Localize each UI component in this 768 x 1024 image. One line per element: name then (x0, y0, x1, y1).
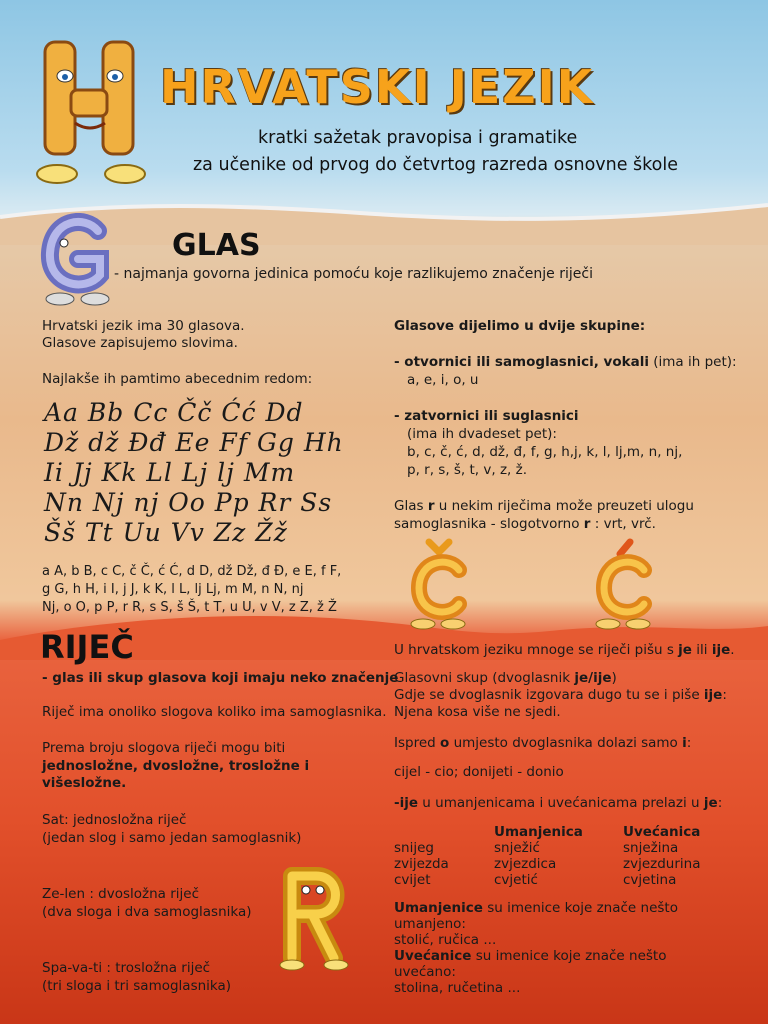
consonants-title: - zatvornici ili suglasnici (394, 408, 579, 424)
slogotvorno-r-line-1 (394, 498, 694, 515)
ispred-o-line (394, 735, 691, 752)
consonants-note: (ima ih dvadeset pet): (407, 426, 557, 442)
text: i (682, 735, 687, 751)
text: o (440, 735, 450, 751)
skupine-intro: Glasove dijelimo u dvije skupine: (394, 318, 646, 334)
text: stolić, ručica ... (394, 932, 497, 948)
script-row: Šš Tt Uu Vv Zz Žž (44, 518, 288, 547)
letter-h-character-icon (35, 38, 150, 188)
text: ) (611, 670, 617, 686)
text: samoglasnika - slogotvorno (394, 516, 584, 532)
example-2-note: (dva sloga i dva samoglasnika) (42, 904, 252, 920)
vowels-title: - otvornici ili samoglasnici, vokali (394, 354, 649, 370)
example-1-note: (jedan slog i samo jedan samoglasnik) (42, 830, 302, 846)
vowels-list: a, e, i, o, u (407, 372, 479, 388)
text: su imenice koje znače nešto (471, 948, 667, 964)
ije-prelazi-line (394, 795, 722, 812)
text: Glasovni skup (dvoglasnik (394, 670, 575, 686)
print-row: Nj, o O, p P, r R, s S, š Š, t T, u U, v V, z Z, ž Ž (42, 600, 337, 615)
text (394, 948, 678, 964)
table-cell: snijeg (394, 840, 434, 856)
text: : (717, 795, 723, 811)
text: je (678, 642, 692, 658)
text: u nekim riječima može preuzeti ulogu (434, 498, 694, 514)
text: . (730, 642, 735, 658)
glas-heading: GLAS (172, 228, 261, 263)
text: je/ije (574, 670, 612, 686)
text: ili (691, 642, 712, 658)
text: umanjeno: (394, 916, 466, 932)
text (394, 900, 678, 916)
text: -ije (394, 795, 419, 811)
script-row: Aa Bb Cc Čč Ćć Dd (44, 398, 304, 427)
text: uvećano: (394, 964, 456, 980)
vowels-line (394, 354, 737, 371)
text: stolina, ručetina ... (394, 980, 521, 996)
letter-r-character-icon (276, 862, 356, 972)
example-2-title: Ze-len : dvosložna riječ (42, 886, 200, 902)
text: umjesto dvoglasnika dolazi samo (449, 735, 683, 751)
glas-alphabet-intro: Najlakše ih pamtimo abecednim redom: (42, 371, 313, 387)
text: ije (711, 642, 731, 658)
text: Uvećanice (394, 948, 472, 964)
kosa-example: Njena kosa više ne sjedi. (394, 704, 561, 720)
glas-letters-line: Glasove zapisujemo slovima. (42, 335, 238, 351)
glas-count-line: Hrvatski jezik ima 30 glasova. (42, 318, 245, 334)
table-cell: cvijet (394, 872, 431, 888)
text: U hrvatskom jeziku mnoge se riječi pišu s (394, 642, 679, 658)
table-cell: snježina (623, 840, 679, 856)
text: : (686, 735, 692, 751)
subtitle-line-2: za učenike od prvog do četvrtog razreda osnovne škole (193, 155, 679, 175)
table-cell: zvijezda (394, 856, 449, 872)
table-header-umanjenica: Umanjenica (494, 824, 583, 840)
cio-donio-examples: cijel - cio; donijeti - donio (394, 764, 564, 780)
table-cell: zvjezdica (494, 856, 557, 872)
script-alphabet (44, 398, 344, 548)
text: su imenice koje znače nešto (482, 900, 678, 916)
table-cell: cvjetina (623, 872, 677, 888)
print-alphabet (42, 563, 341, 617)
consonants-list-1: b, c, č, ć, d, dž, đ, f, g, h,j, k, l, lj,m, n, nj, (407, 444, 683, 460)
table-header-row (394, 824, 734, 840)
letter-c-acute-character-icon (590, 538, 660, 630)
letter-g-character-icon (40, 213, 120, 308)
glas-definition: - najmanja govorna jedinica pomoću koje razlikujemo značenje riječi (114, 266, 593, 282)
table-row (394, 872, 734, 888)
table-row (394, 840, 734, 856)
page-title: HRVATSKI JEZIK (160, 60, 595, 114)
text: ije (703, 687, 723, 703)
print-row: g G, h H, i I, j J, k K, l L, lj Lj, m M, n N, nj (42, 582, 304, 597)
example-1-title: Sat: jednosložna riječ (42, 812, 187, 828)
gdje-line (394, 687, 727, 704)
slogotvorno-r-line-2 (394, 516, 656, 533)
table-header-uvecanica: Uvećanica (623, 824, 701, 840)
text: u umanjenicama i uvećanicama prelazi u (418, 795, 704, 811)
letter-c-caron-character-icon (405, 538, 475, 630)
text: Gdje se dvoglasnik izgovara dugo tu se i piše (394, 687, 704, 703)
jeije-intro (394, 642, 735, 659)
dvoglasnik-line (394, 670, 617, 687)
rijec-prema-2: jednosložne, dvosložne, trosložne i (42, 758, 310, 774)
print-row: a A, b B, c C, č Č, ć Ć, d D, dž Dž, đ Đ, e E, f F, (42, 564, 342, 579)
rijec-slogovi: Riječ ima onoliko slogova koliko ima samoglasnika. (42, 704, 387, 720)
rijec-heading: RIJEČ (40, 628, 134, 666)
text: : vrt, vrč. (590, 516, 656, 532)
text: : (722, 687, 727, 703)
script-row: Nn Nj nj Oo Pp Rr Ss (44, 488, 333, 517)
script-row: Dž dž Đđ Ee Ff Gg Hh (44, 428, 344, 457)
rijec-definition: - glas ili skup glasova koji imaju neko značenje (42, 670, 399, 686)
text: Ispred (394, 735, 441, 751)
text: Glas (394, 498, 428, 514)
text: je (703, 795, 718, 811)
rijec-prema-3: višesložne. (42, 775, 127, 791)
umanjenice-definition (394, 900, 678, 996)
script-row: Ii Jj Kk Ll Lj lj Mm (44, 458, 296, 487)
subtitle-line-1: kratki sažetak pravopisa i gramatike (258, 128, 578, 148)
text: Umanjenice (394, 900, 483, 916)
text: r (427, 498, 435, 514)
umanjenica-uvecanica-table (394, 824, 734, 888)
table-cell: zvjezdurina (623, 856, 701, 872)
table-row (394, 856, 734, 872)
rijec-prema-1: Prema broju slogova riječi mogu biti (42, 740, 286, 756)
table-cell: snježić (494, 840, 540, 856)
consonants-list-2: p, r, s, š, t, v, z, ž. (407, 462, 528, 478)
table-cell: cvjetić (494, 872, 538, 888)
example-3-title: Spa-va-ti : trosložna riječ (42, 960, 211, 976)
example-3-note: (tri sloga i tri samoglasnika) (42, 978, 232, 994)
text: r (583, 516, 591, 532)
vowels-note: (ima ih pet): (648, 354, 737, 370)
